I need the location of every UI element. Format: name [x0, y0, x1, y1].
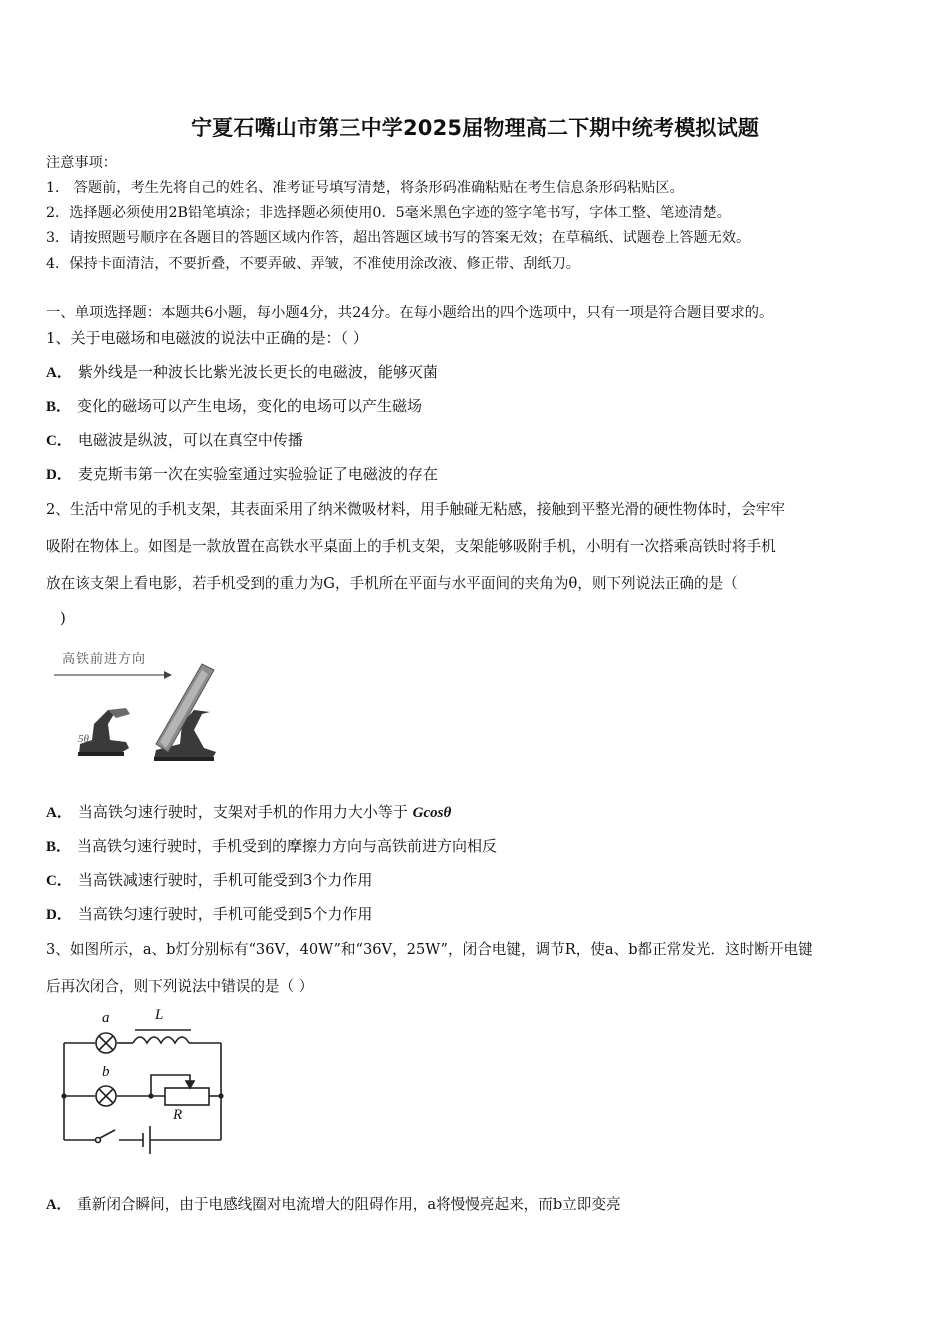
- q3-option-a[interactable]: [46, 1193, 621, 1214]
- lamp-a-label: a: [102, 1010, 110, 1026]
- option-letter: C．: [46, 433, 72, 449]
- phone-stand-illustration: [44, 644, 244, 764]
- page-title: 宁夏石嘴山市第三中学2025届物理高二下期中统考模拟试题: [190, 116, 760, 140]
- phone-stand-figure: [44, 644, 244, 764]
- circuit-schematic: [55, 1008, 240, 1158]
- question-3-stem-line-2: 后再次闭合，则下列说法中错误的是（ ）: [46, 978, 314, 995]
- q2-option-d[interactable]: [46, 903, 372, 924]
- q2-option-b[interactable]: [46, 835, 497, 856]
- option-text: 当高铁匀速行驶时，手机可能受到5个力作用: [77, 905, 373, 923]
- q1-option-c[interactable]: [46, 429, 303, 450]
- notice-item-2: 2．选择题必须使用2B铅笔填涂；非选择题必须使用0．5毫米黑色字迹的签字笔书写，字体工整、笔迹清楚。: [46, 205, 731, 221]
- option-text: 紫外线是一种波长比紫光波长更长的电磁波，能够灭菌: [77, 363, 438, 381]
- inductor-label: L: [155, 1007, 164, 1023]
- option-letter: D．: [46, 467, 72, 483]
- question-2-stem-line-3: 放在该支架上看电影，若手机受到的重力为G，手机所在平面与水平面间的夹角为θ，则下列说法正确的是（: [46, 575, 738, 592]
- option-text: 当高铁匀速行驶时，支架对手机的作用力大小等于: [77, 803, 408, 821]
- option-text: 当高铁匀速行驶时，手机受到的摩擦力方向与高铁前进方向相反: [77, 837, 498, 855]
- option-text: 麦克斯韦第一次在实验室通过实验验证了电磁波的存在: [77, 465, 438, 483]
- circuit-diagram: [55, 1008, 240, 1158]
- option-letter: B．: [46, 399, 72, 415]
- q1-option-d[interactable]: [46, 463, 438, 484]
- option-letter: A．: [46, 1197, 72, 1213]
- option-text: 变化的磁场可以产生电场，变化的电场可以产生磁场: [77, 397, 423, 415]
- question-2-stem-line-2: 吸附在物体上。如图是一款放置在高铁水平桌面上的手机支架，支架能够吸附手机，小明有一次搭乘高铁时将手机: [46, 538, 776, 555]
- direction-caption: 高铁前进方向: [62, 652, 147, 667]
- option-letter: D．: [46, 907, 72, 923]
- question-1-stem: 1、关于电磁场和电磁波的说法中正确的是：（ ）: [46, 329, 368, 347]
- notice-heading: 注意事项：: [46, 155, 117, 171]
- section-header: 一、单项选择题：本题共6小题，每小题4分，共24分。在每小题给出的四个选项中，只有一项是符合题目要求的。: [46, 305, 774, 321]
- q2-option-c[interactable]: [46, 869, 372, 890]
- option-letter: A．: [46, 365, 72, 381]
- option-text: 重新闭合瞬间，由于电感线圈对电流增大的阻碍作用，a将慢慢亮起来，而b立即变亮: [77, 1196, 621, 1213]
- lamp-b-label: b: [102, 1064, 110, 1080]
- notice-item-4: 4．保持卡面清洁，不要折叠，不要弄破、弄皱，不准使用涂改液、修正带、刮纸刀。: [46, 256, 580, 272]
- q1-option-a[interactable]: [46, 361, 438, 382]
- notice-item-1: 1． 答题前，考生先将自己的姓名、准考证号填写清楚，将条形码准确粘贴在考生信息条形码粘贴区。: [46, 180, 684, 196]
- option-text: 电磁波是纵波，可以在真空中传播: [77, 431, 303, 449]
- svg-text:5θ..: 5θ..: [78, 733, 95, 745]
- notice-item-3: 3．请按照题号顺序在各题目的答题区域内作答，超出答题区域书写的答案无效；在草稿纸、试题卷上答题无效。: [46, 230, 751, 246]
- option-letter: B．: [46, 839, 72, 855]
- q2-option-a[interactable]: [46, 801, 451, 822]
- option-text: 当高铁减速行驶时，手机可能受到3个力作用: [77, 871, 373, 889]
- question-2-stem-line-4: ): [60, 609, 66, 627]
- question-2-stem-line-1: 2、生活中常见的手机支架，其表面采用了纳米微吸材料，用手触碰无粘感，接触到平整光滑的硬性物体时，会牢牢: [46, 501, 785, 518]
- option-math: Gcosθ: [412, 805, 452, 821]
- resistor-label: R: [173, 1107, 183, 1123]
- option-letter: A．: [46, 805, 72, 821]
- option-letter: C．: [46, 873, 72, 889]
- question-3-stem-line-1: 3、如图所示，a、b灯分别标有“36V，40W”和“36V，25W”，闭合电键，调节R，使a、b都正常发光．这时断开电键: [46, 941, 813, 958]
- q1-option-b[interactable]: [46, 395, 422, 416]
